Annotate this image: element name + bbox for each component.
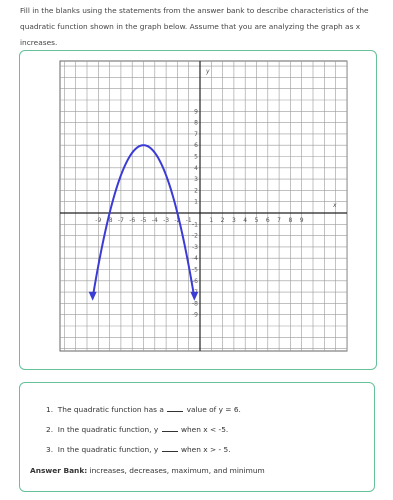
x-tick-label: 2: [220, 217, 225, 224]
instructions-text: Fill in the blanks using the statements from the answer bank to describe characteristics of the quadratic function shown in the graph below. Assume that you are analyzing the graph as x increases.: [20, 6, 369, 47]
x-tick-label: 3: [231, 217, 236, 224]
curve-arrow-left: [89, 292, 97, 301]
y-tick-label: 6: [194, 142, 198, 150]
x-tick-label: -9: [95, 217, 102, 224]
x-tick-label: -6: [129, 217, 136, 224]
x-tick-label: 7: [277, 217, 282, 224]
x-tick-label: 5: [254, 217, 259, 224]
x-tick-label: -3: [163, 217, 170, 224]
question-1: 1. The quadratic function has a value of y = 6.: [46, 405, 241, 414]
y-tick-label: 4: [194, 164, 198, 172]
y-tick-label: -2: [192, 232, 198, 240]
graph-panel: [19, 50, 377, 370]
y-tick-label: -6: [192, 277, 198, 285]
blank-2[interactable]: [162, 425, 178, 432]
curve-arrow-right: [190, 292, 198, 301]
x-tick-label: -4: [151, 217, 158, 224]
y-tick-label: 5: [194, 153, 198, 161]
x-tick-label: -1: [185, 217, 192, 224]
x-tick-label: -5: [140, 217, 147, 224]
x-tick-label: -2: [174, 217, 181, 224]
x-tick-label: 9: [299, 217, 304, 224]
x-tick-label: 6: [265, 217, 270, 224]
question-2: 2. In the quadratic function, y when x < -5.: [46, 425, 229, 434]
x-tick-label: 1: [209, 217, 214, 224]
y-tick-label: 1: [194, 198, 198, 206]
blank-3[interactable]: [162, 445, 178, 452]
y-tick-label: 2: [194, 187, 198, 195]
y-tick-label: 8: [194, 119, 198, 127]
answer-bank: Answer Bank: increases, decreases, maximum, and minimum: [30, 466, 265, 475]
blank-1[interactable]: [167, 405, 183, 412]
y-axis-label: y: [206, 68, 210, 75]
y-tick-label: 9: [194, 108, 198, 116]
y-tick-label: 7: [194, 130, 198, 138]
x-tick-label: 8: [288, 217, 293, 224]
coordinate-graph: [20, 51, 376, 369]
x-tick-label: 4: [243, 217, 248, 224]
y-tick-label: -4: [192, 255, 198, 263]
y-tick-label: -5: [192, 266, 198, 274]
x-tick-label: -7: [117, 217, 124, 224]
question-3: 3. In the quadratic function, y when x > - 5.: [46, 445, 231, 454]
y-tick-label: 3: [194, 176, 198, 184]
y-tick-label: -8: [192, 300, 198, 308]
x-axis-label: x: [333, 202, 337, 209]
x-tick-label: -8: [106, 217, 113, 224]
questions-panel: [19, 382, 375, 492]
y-tick-label: -1: [192, 221, 198, 229]
y-tick-label: -3: [192, 243, 198, 251]
y-tick-label: -9: [192, 311, 198, 319]
